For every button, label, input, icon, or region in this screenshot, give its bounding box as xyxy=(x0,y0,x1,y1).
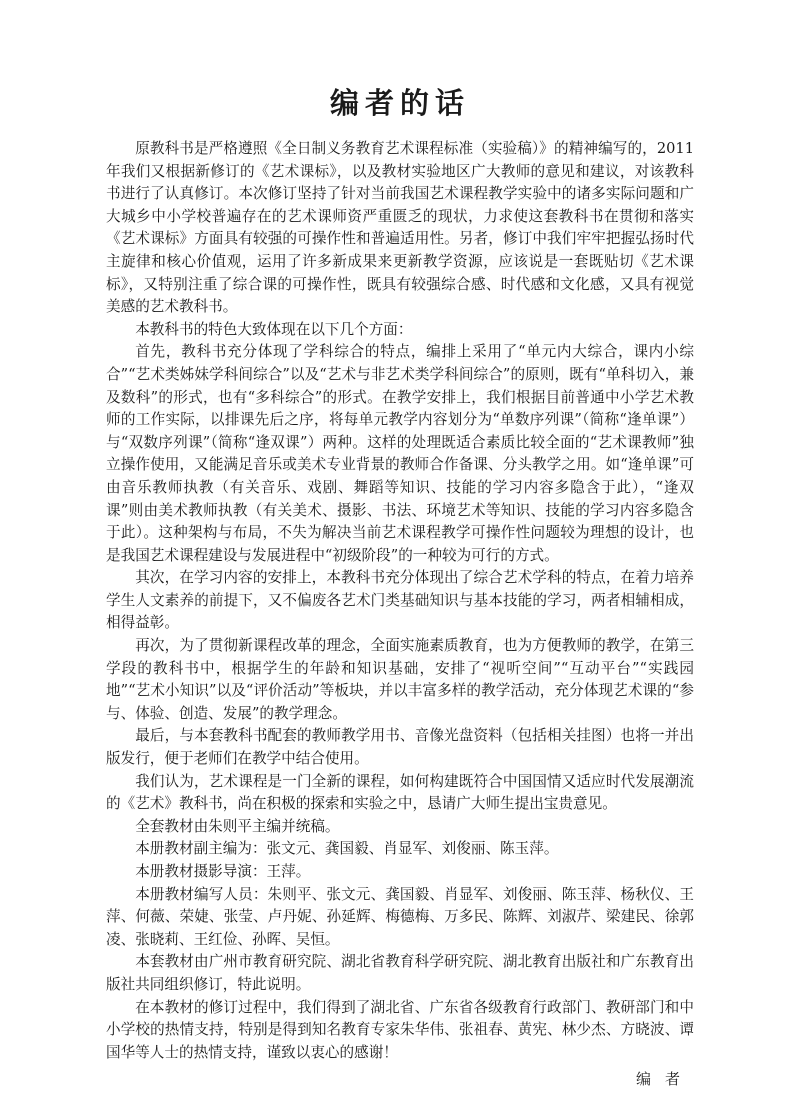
paragraph-photo-director: 本册教材摄影导演：王萍。 xyxy=(135,863,311,880)
paragraph-organizers: 本套教材由广州市教育研究院、湖北省教育科学研究院、湖北教育出版社和广东教育出版社共同组织修订，特此说明。 xyxy=(106,953,694,993)
paragraph-first: 首先，教科书充分体现了学科综合的特点，编排上采用了“单元内大综合，课内小综合”“艺术类姊妹学科间综合”以及“艺术与非艺术类学科间综合”的原则，既有“单科切入，兼及数科”的形式，也有“多科综合”的形式。在教学安排上，我们根据目前普通中小学艺术教师的工作实际，以排课先后之序，将每单元教学内容划分为“单数序列课”（简称“逢单课”）与“双数序列课”（简称“逢双课”）两种。这样的处理既适合素质比较全面的“艺术课教师”独立操作使用，又能满足音乐或美术专业背景的教师合作备课、分头教学之用。如“逢单课”可由音乐教师执教（有关音乐、戏剧、舞蹈等知识、技能的学习内容多隐含于此），“逢双课”则由美术教师执教（有关美术、摄影、书法、环境艺术等知识、技能的学习内容多隐含于此）。这种架构与布局，不失为解决当前艺术课程教学可操作性问题较为理想的设计，也是我国艺术课程建设与发展进程中“初级阶段”的一种较为可行的方式。 xyxy=(106,343,694,564)
paragraph-features-lead: 本教科书的特色大致体现在以下几个方面： xyxy=(135,320,413,338)
paragraph-authors: 本册教材编写人员：朱则平、张文元、龚国毅、肖显军、刘俊丽、陈玉萍、杨秋仪、王萍、何薇、荣婕、张莹、卢丹妮、孙延辉、梅德梅、万多民、陈辉、刘淑芹、梁建民、徐郭凌、张晓莉、王红俭、孙晖、吴恒。 xyxy=(106,885,694,948)
paragraph-deputy-editors: 本册教材副主编为：张文元、龚国毅、肖显军、刘俊丽、陈玉萍。 xyxy=(135,840,559,858)
paragraph-second: 其次，在学习内容的安排上，本教科书充分体现出了综合艺术学科的特点，在着力培养学生人文素养的前提下，又不偏废各艺术门类基础知识与基本技能的学习，两者相辅相成，相得益彰。 xyxy=(106,569,694,632)
paragraph-opinion: 我们认为，艺术课程是一门全新的课程，如何构建既符合中国国情又适应时代发展潮流的《艺术》教科书，尚在积极的探索和实验之中，恳请广大师生提出宝贵意见。 xyxy=(106,772,694,813)
paragraph-third: 再次，为了贯彻新课程改革的理念，全面实施素质教育，也为方便教师的教学，在第三学段的教科书中，根据学生的年龄和知识基础，安排了“视听空间”“互动平台”“实践园地”“艺术小知识”以及“评价活动”等板块，并以丰富多样的教学活动，充分体现艺术课的“参与、体验、创造、发展”的教学理念。 xyxy=(106,637,694,722)
paragraph-chief-editor: 全套教材由朱则平主编并统稿。 xyxy=(135,817,340,835)
page-title: 编者的话 xyxy=(329,86,470,120)
paragraph-last: 最后，与本套教科书配套的教师教学用书、音像光盘资料（包括相关挂图）也将一并出版发行，便于老师们在教学中结合使用。 xyxy=(106,727,694,768)
paragraph-intro: 原教科书是严格遵照《全日制义务教育艺术课程标准（实验稿）》的精神编写的，2011 年我们又根据新修订的《艺术课标》，以及教材实验地区广大教师的意见和建议，对该教科书进行了认真修订。本次修订坚持了针对当前我国艺术课程教学实验中的诸多实际问题和广大城乡中小学校普遍存在的艺术课师资严重匮乏的现状，力求使这套教科书在贯彻和落实《艺术课标》方面具有较强的可操作性和普遍适用性。另者，修订中我们牢牢把握弘扬时代主旋律和核心价值观，运用了许多新成果来更新教学资源，应该说是一套既贴切《艺术课标》，又特别注重了综合课的可操作性，既具有较强综合感、时代感和文化感，又具有视觉美感的艺术教科书。 xyxy=(106,140,694,316)
signature: 编者 xyxy=(635,1070,694,1089)
paragraph-thanks: 在本教材的修订过程中，我们得到了湖北省、广东省各级教育行政部门、教研部门和中小学校的热情支持，特别是得到知名教育专家朱华伟、张祖春、黄宪、林少杰、方晓波、谭国华等人士的热情支持，谨致以衷心的感谢！ xyxy=(106,998,694,1061)
preface-page xyxy=(106,70,694,1090)
